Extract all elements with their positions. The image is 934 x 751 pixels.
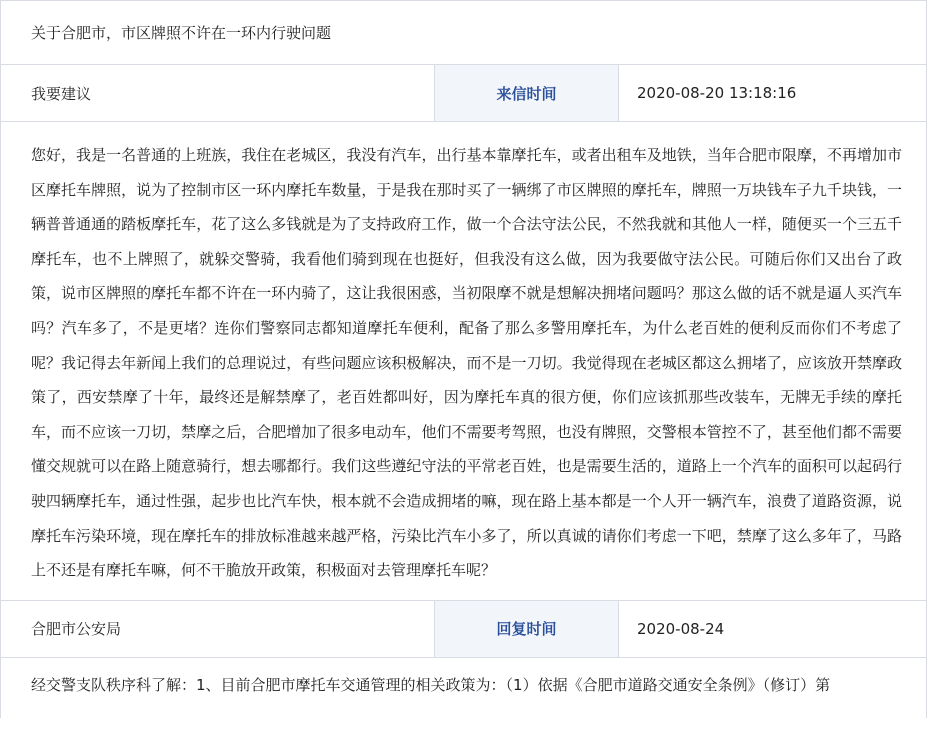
received-time-label (435, 65, 619, 121)
received-time-value (619, 65, 926, 121)
letter-title-row (1, 0, 926, 65)
letter-meta-row (1, 65, 926, 122)
reply-meta-row (1, 601, 926, 658)
received-time-label-text: 来信时间 (496, 84, 557, 103)
letter-content-row (1, 122, 926, 601)
reply-department-text: 合肥市公安局 (31, 620, 122, 639)
reply-time-label (435, 601, 619, 657)
letter-category (1, 65, 435, 121)
reply-time-label-text: 回复时间 (496, 620, 557, 639)
reply-content-row (1, 658, 926, 718)
reply-content: 经交警支队秩序科了解：1、目前合肥市摩托车交通管理的相关政策为：（1）依据《合肥市道路交通安全条例》（修订）第 (31, 675, 831, 694)
received-time-text: 2020-08-20 13:18:16 (637, 84, 797, 102)
letter-category-text: 我要建议 (31, 84, 92, 103)
letter-title: 关于合肥市，市区牌照不许在一环内行驶问题 (31, 24, 332, 42)
reply-department (1, 601, 435, 657)
reply-time-value (619, 601, 926, 657)
reply-time-text: 2020-08-24 (637, 619, 725, 638)
letter-content: 您好，我是一名普通的上班族，我住在老城区，我没有汽车，出行基本靠摩托车，或者出租车及地铁，当年合肥市限摩，不再增加市区摩托车牌照，说为了控制市区一环内摩托车数量，于是我在那时买了一辆绑了市区牌照的摩托车，牌照一万块钱车子九千块钱，一辆普普通通的踏板摩托车，花了这么多钱就是为了支持政府工作，做一个合法守法公民，不然我就和其他人一样，随便买一个三五千摩托车，也不上牌照了，就躲交警骑，我看他们骑到现在也挺好，但我没有这么做，因为我要做守法公民。可随后你们又出台了政策，说市区牌照的摩托车都不许在一环内骑了，这让我很困惑，当初限摩不就是想解决拥堵问题吗？那这么做的话不就是逼人买汽车吗？汽车多了，不是更堵？连你们警察同志都知道摩托车便利，配备了那么多警用摩托车，为什么老百姓的便利反而你们不考虑了呢？我记得去年新闻上我们的总理说过，有些问题应该积极解决，而不是一刀切。我觉得现在老城区都这么拥堵了，应该放开禁摩政策了，西安禁摩了十年，最终还是解禁摩了，老百姓都叫好，因为摩托车真的很方便，你们应该抓那些改装车，无牌无手续的摩托车，而不应该一刀切，禁摩之后，合肥增加了很多电动车，他们不需要考驾照，也没有牌照，交警根本管控不了，甚至他们都不需要懂交规就可以在路上随意骑行，想去哪都行。我们这些遵纪守法的平常老百姓，也是需要生活的，道路上一个汽车的面积可以起码行驶四辆摩托车，通过性强，起步也比汽车快，根本就不会造成拥堵的嘛，现在路上基本都是一个人开一辆汽车，浪费了道路资源，说摩托车污染环境，现在摩托车的排放标准越来越严格，污染比汽车小多了，所以真诚的请你们考虑一下吧，禁摩了这么多年了，马路上不还是有摩托车嘛，何不干脆放开政策，积极面对去管理摩托车呢？ (31, 146, 902, 580)
